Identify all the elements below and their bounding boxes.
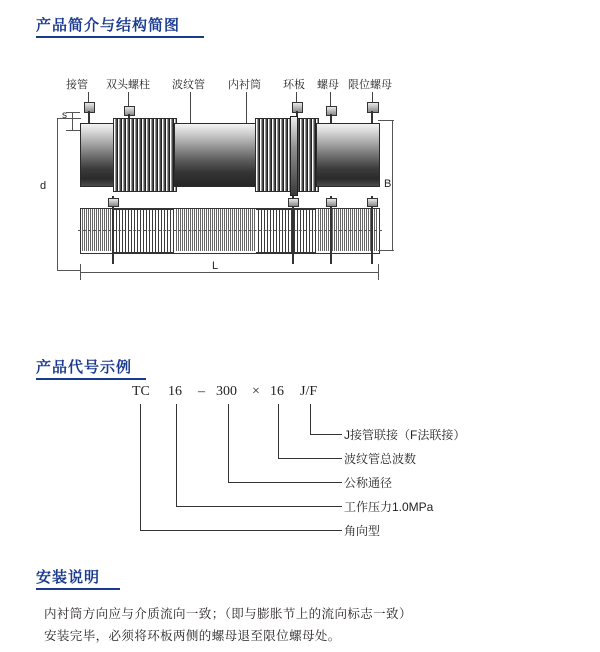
code-stem-1 [278, 404, 279, 458]
dim-line-L [80, 272, 378, 273]
section-nut-left [108, 198, 119, 207]
code-stem-0 [310, 404, 311, 434]
section-title-structure: 产品简介与结构简图 [36, 17, 181, 34]
dim-label-B: B [384, 178, 392, 190]
code-arm-3 [176, 506, 342, 507]
code-stem-3 [176, 404, 177, 506]
stud-right-2 [330, 114, 332, 123]
code-arm-0 [310, 434, 342, 435]
callout-label-1: 双头螺柱 [106, 79, 150, 91]
code-arm-2 [228, 482, 342, 483]
dim-tick-L-left [80, 264, 81, 280]
code-token-1: 16 [168, 384, 182, 399]
product-code-diagram [0, 380, 600, 540]
code-token-2: – [198, 384, 205, 399]
installation-note-2: 安装完毕，必须将环板两侧的螺母退至限位螺母处。 [44, 629, 341, 643]
pipe-right [316, 123, 380, 187]
structure-diagram [0, 60, 600, 290]
code-stem-4 [140, 404, 141, 530]
installation-note-1: 内衬筒方向应与介质流向一致；（即与膨胀节上的流向标志一致） [44, 607, 412, 621]
code-desc-3: 工作压力1.0MPa [344, 500, 434, 514]
callout-label-3: 内衬筒 [228, 79, 261, 91]
code-token-3: 300 [216, 384, 237, 399]
code-token-6: J/F [300, 384, 318, 399]
code-token-5: 16 [270, 384, 284, 399]
section-underline-installation [36, 588, 120, 590]
center-line [78, 230, 382, 231]
section-underline-structure [36, 36, 204, 38]
dim-tick-d-bottom [57, 270, 81, 271]
section-bellows-right [256, 209, 316, 253]
nut-limit [367, 102, 379, 113]
code-desc-2: 公称通径 [344, 476, 393, 490]
section-title-installation: 安装说明 [36, 569, 101, 586]
dim-line-B [392, 120, 393, 250]
section-title-code: 产品代号示例 [36, 359, 133, 376]
bellows-left [113, 118, 177, 192]
dim-tick-s-bottom [66, 130, 80, 131]
callout-label-5: 螺母 [317, 79, 339, 91]
section-nut-limit [367, 198, 378, 207]
dim-tick-s-top [66, 112, 80, 113]
section-nut-right [288, 198, 299, 207]
code-stem-2 [228, 404, 229, 482]
dim-label-s: s [62, 110, 67, 121]
section-bellows-left [114, 209, 174, 253]
dim-line-d [57, 118, 58, 270]
dim-tick-B-bottom [378, 250, 394, 251]
callout-label-6: 限位螺母 [348, 79, 392, 91]
code-desc-0: J接管联接（F法联接） [344, 428, 466, 442]
dim-label-L: L [212, 260, 219, 272]
callout-label-4: 环板 [283, 79, 305, 91]
code-arm-4 [140, 530, 342, 531]
liner-tube [174, 123, 258, 187]
dim-tick-L-right [378, 264, 379, 280]
ring-plate [290, 116, 298, 196]
dim-tick-B-top [378, 120, 394, 121]
code-token-0: TC [132, 384, 150, 399]
dim-tick-d-top [57, 118, 81, 119]
section-nut-right2 [326, 198, 337, 207]
callout-label-2: 波纹管 [172, 79, 205, 91]
dim-label-d: d [40, 180, 47, 192]
code-desc-4: 角向型 [344, 524, 381, 538]
code-arm-1 [278, 458, 342, 459]
callout-label-0: 接管 [66, 79, 88, 91]
dim-line-s [72, 112, 73, 130]
bellows-right [255, 118, 319, 192]
code-token-4: × [252, 384, 260, 399]
code-desc-1: 波纹管总波数 [344, 452, 417, 466]
stud-left [88, 111, 90, 123]
stud-limit [371, 111, 373, 123]
pipe-left [80, 123, 116, 187]
